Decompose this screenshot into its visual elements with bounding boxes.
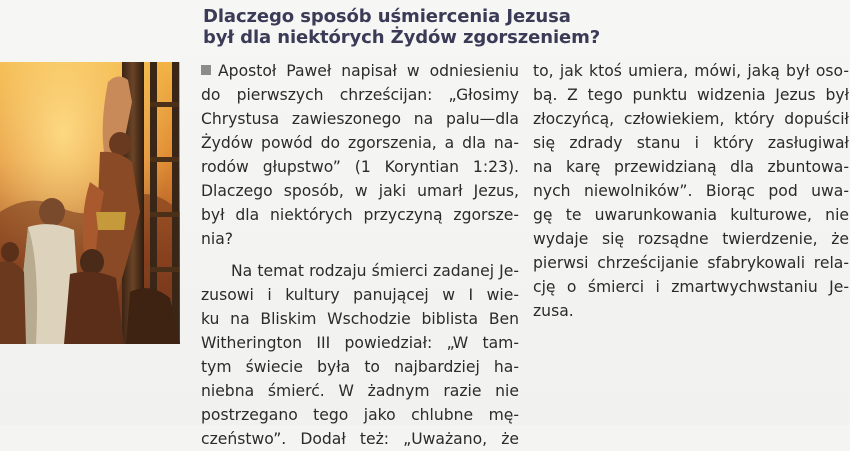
paragraph-gap	[201, 251, 519, 259]
text-line: Dlaczego sposób, w jaki umarł Jezus,	[201, 182, 519, 200]
heading-line: był dla niektórych Żydów zgorszeniem?	[203, 27, 601, 48]
text-line: gę te uwarunkowania kulturowe, nie	[533, 206, 849, 224]
paragraph-answer	[201, 259, 519, 451]
left-text-column	[201, 59, 519, 451]
text-line: rodów głupstwo” (1 Koryntian 1:23).	[201, 158, 519, 176]
text-line: złoczyńcą, człowiekiem, który dopuścił	[533, 110, 849, 128]
crucifixion-illustration	[0, 62, 180, 344]
text-line: czeństwo”. Dodał też: „Uważano, że	[201, 430, 519, 448]
text-line: tym świecie była to najbardziej ha-	[201, 358, 519, 376]
text-line: nia?	[201, 230, 234, 248]
text-line: Na temat rodzaju śmierci zadanej Je-	[231, 262, 519, 280]
text-line: postrzegano tego jako chlubne mę-	[201, 406, 519, 424]
right-text-column	[533, 59, 849, 323]
text-line	[201, 59, 519, 83]
square-bullet-icon	[201, 65, 211, 75]
text-line: ku na Bliskim Wschodzie biblista Ben	[201, 310, 519, 328]
text-line: niebna śmierć. W żadnym razie nie	[201, 382, 519, 400]
text-line: Chrystusa zawieszonego na palu—dla	[201, 110, 519, 128]
text-line: do pierwszych chrześcijan: „Głosimy	[201, 86, 519, 104]
text-line: pierwsi chrześcijanie sfabrykowali rela-	[533, 254, 849, 272]
text-line: bą. Z tego punktu widzenia Jezus był	[533, 86, 849, 104]
text-line: był dla niektórych przyczyną zgorsze-	[201, 206, 519, 224]
paragraph-question	[201, 59, 519, 251]
text-line: cję o śmierci i zmartwychwstaniu Je-	[533, 278, 849, 296]
text-line: Żydów powód do zgorszenia, a dla na-	[201, 134, 519, 152]
text-line: na karę przewidzianą dla zbuntowa-	[533, 158, 849, 176]
text-line: się zdrady stanu i który zasługiwał	[533, 134, 849, 152]
article-heading	[203, 6, 823, 48]
text-line: zusa.	[533, 302, 574, 320]
text-line: zusowi i kultury panującej w I wie-	[201, 286, 519, 304]
text-line: Witherington III powiedział: „W tam-	[201, 334, 519, 352]
text-line: to, jak ktoś umiera, mówi, jaką był oso-	[533, 62, 849, 80]
text-line: wydaje się rozsądne twierdzenie, że	[533, 230, 849, 248]
text-line: nych niewolników”. Biorąc pod uwa-	[533, 182, 849, 200]
heading-line: Dlaczego sposób uśmiercenia Jezusa	[203, 6, 571, 27]
text-line-content: Apostoł Paweł napisał w odniesieniu	[218, 62, 519, 80]
